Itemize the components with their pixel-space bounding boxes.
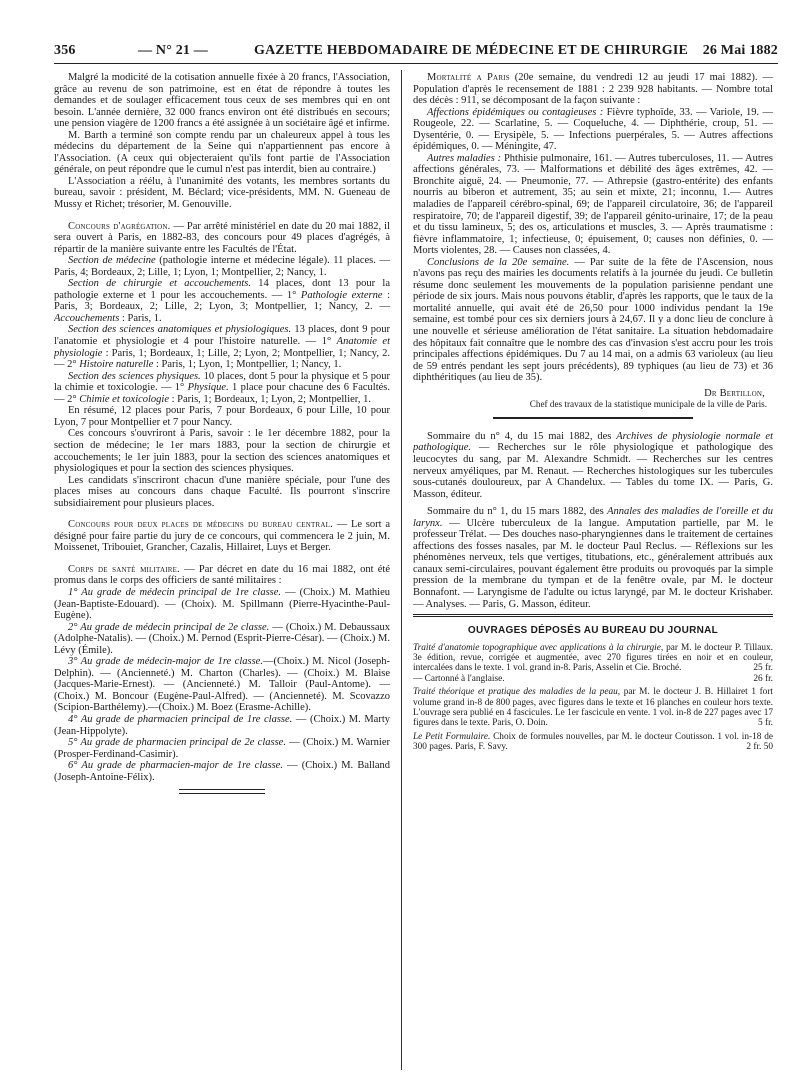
- epidemiques-paragraph: Affections épidémiques ou contagieuses : Fièvre typhoïde, 33. — Variole, 19. — Rougeole, 22. — Scarlatine, 5. — Coqueluche, 4. — Diphthérie, croup, 51. — Dysentérie, 0. — Erysipèle, 5. — Infections puerpérales, 5. — Autres affections épidémiques, 0. — Méningite, 47.: [413, 106, 773, 153]
- promotion-1: 1° Au grade de médecin principal de 1re classe. — (Choix.) M. Mathieu (Jean-Baptiste-Edouard). — (Choix). M. Spillmann (Pierre-Hyacinthe-Paul-Eugène).: [54, 586, 390, 622]
- column-divider: [401, 70, 402, 1070]
- section-end-rule: [179, 789, 265, 794]
- header-rule: [54, 63, 778, 64]
- book-price: 26 fr.: [753, 673, 773, 684]
- sommaire-archives: Sommaire du n° 4, du 15 mai 1882, des Archives de physiologie normale et pathologique. — Recherches sur le rôle physiologique et pathologique des leucocytes du sang, par M. Alexandre Schmidt. — Recherches sur les centres nerveux amyéliques, par M. Renaut. — Recherches histologiques sur les tubercules sous-cutanés douloureux, par A Chandelux. — Tables du tome IX. — Paris, G. Masson, éditeur.: [413, 430, 773, 500]
- book-price: 5 fr.: [758, 718, 773, 729]
- signature-title: Chef des travaux de la statistique municipale de la ville de Paris.: [529, 399, 767, 410]
- bibliography-rule: [413, 614, 773, 617]
- issue-date: 26 Mai 1882: [702, 43, 778, 58]
- mortalite-paragraph: Mortalité a Paris (20e semaine, du vendredi 12 au jeudi 17 mai 1882). — Population d'après le recensement de 1881 : 2 239 928 habitants. — Nombre total des décès : 911, se décomposant de la façon suivante :: [413, 72, 773, 107]
- promotion-5: 5° Au grade de pharmacien principal de 2e classe. — (Choix.) M. Warnier (Prosper-Ferdinand-Casimir).: [54, 737, 390, 760]
- concours-agregation-paragraph: Concours d'agrégation. — Par arrêté ministériel en date du 20 mai 1882, il sera ouvert à Paris, en 1882-83, des concours pour 49 places d'agrégés, à répartir de la manière suivante entre les Facultés de l'État.: [54, 220, 390, 255]
- book-entry-tillaux: Traité d'anatomie topographique avec applications à la chirurgie, par M. le docteur P. Tillaux. 3e édition, revue, corrigée et augmentée, avec 270 figures tirées en noir et en couleur, intercalées dans le texte. 1 vol. grand in-8. Paris, Asselin et Cie. Broché. 25 fr. — Cartonné à l'anglaise. 26 fr.: [413, 642, 773, 684]
- ouverture-paragraph: Ces concours s'ouvriront à Paris, savoir : le 1er décembre 1882, pour la section de médecine; le 1er mars 1883, pour la section de chirurgie et accouchements; le 1er juin 1883, pour la section des sciences anatomiques et physiologiques et pour la section des sciences physiques.: [54, 428, 390, 475]
- promotion-3: 3° Au grade de médecin-major de 1re classe.—(Choix.) M. Nicol (Joseph-Delphin). — (Ancienneté.) M. Charton (Charles). — (Choix.) M. Blaise (Jacques-Marie-Ernest). — (Ancienneté.) M. Talloir (Paul-Antome). — (Choix.) M. Boncour (Eugène-Paul-Alfred). — (Ancienneté). M. Scovazzo (Scipion-Barthélemy).—(Choix.) M. Boez (Erasme-Achille).: [54, 656, 390, 714]
- association-paragraph-3: L'Association a réélu, à l'unanimité des votants, les membres sortants du bureau, savoir : président, M. Béclard; vice-présidents, MM. N. Gueneau de Mussy et Richet; trésorier, M. Genouville.: [54, 175, 390, 211]
- page-header: [54, 43, 778, 63]
- sante-militaire-paragraph: Corps de santé militaire. — Par décret en date du 16 mai 1882, ont été promus dans le corps des officiers de santé militaires :: [54, 563, 390, 587]
- resume-paragraph: En résumé, 12 places pour Paris, 7 pour Bordeaux, 6 pour Lille, 10 pour Lyon, 7 pour Montpellier et 7 pour Nancy.: [54, 405, 390, 428]
- section-anatomie: Section des sciences anatomiques et physiologiques. 13 places, dont 9 pour l'anatomie et physiologie et 4 pour l'histoire naturelle. — 1° Anatomie et physiologie : Paris, 1; Bordeaux, 1; Lille, 2; Lyon, 2; Montpellier, 1; Nancy, 2. — 2° Histoire naturelle : Paris, 1; Lyon, 1; Montpellier, 1; Nancy, 1.: [54, 324, 390, 371]
- promotion-2: 2° Au grade de médecin principal de 2e classe. — (Choix.) M. Debaussaux (Adolphe-Natalis). — (Choix.) M. Pernod (Esprit-Pierre-César). — (Choix.) M. Lévy (Émile).: [54, 621, 390, 656]
- journal-title: GAZETTE HEBDOMADAIRE DE MÉDECINE ET DE CHIRURGIE: [254, 43, 689, 58]
- promotion-6: 6° Au grade de pharmacien-major de 1re classe. — (Choix.) M. Balland (Joseph-Antoine-Félix).: [54, 760, 390, 783]
- section-chirurgie: Section de chirurgie et accouchements. 14 places, dont 13 pour la pathologie externe et 1 pour les accouchements. — 1° Pathologie externe : Paris, 3; Bordeaux, 2; Lille, 2; Lyon, 3; Montpellier, 1; Nancy, 2. — Accouchements : Paris, 1.: [54, 278, 390, 324]
- right-column: [413, 72, 773, 1077]
- book-entry-formulaire: Le Petit Formulaire. Choix de formules nouvelles, par M. le docteur Coutisson. 1 vol. in-18 de 300 pages. Paris, F. Savy. 2 fr. 50: [413, 731, 773, 753]
- section-medecine: Section de médecine (pathologie interne et médecine légale). 11 places. — Paris, 4; Bordeaux, 2; Lille, 1; Lyon, 1; Montpellier, 2; Nancy, 1.: [54, 255, 390, 278]
- sante-militaire-title: Corps de santé militaire.: [68, 563, 180, 575]
- bibliography-heading: OUVRAGES DÉPOSÉS AU BUREAU DU JOURNAL: [467, 625, 719, 637]
- sommaire-annales: Sommaire du n° 1, du 15 mars 1882, des Annales des maladies de l'oreille et du larynx. — Ulcère tuberculeux de la langue. Amputation partielle, par M. le professeur Trélat. — Des douches naso-pharyngiennes dans le traitement de certaines affections des fosses nasales, par M. le docteur Paul Reclus. — Réflexions sur les phénomènes nerveux, tels que vertiges, titubations, etc., généralement attribués aux canaux semi-circulaires, pouvant également être produits ou provoqués par la simple pression de la membrane du tympan et de la fenêtre ovale, par M. le docteur Bonnafont. — Laryngisme de l'adulte ou ictus laryngé, par M. le docteur Krishaber. — Analyses. — Paris, G. Masson, éditeur.: [413, 506, 773, 610]
- bureau-central-paragraph: Concours pour deux places de médecins du bureau central. — Le sort a désigné pour faire partie du jury de ce concours, qui commencera le 2 juin, M. Moissenet, Tribouiet, Grancher, Cazalis, Hillairet, Luys et Berger.: [54, 519, 390, 554]
- bureau-central-title: Concours pour deux places de médecins du bureau central.: [68, 519, 333, 531]
- conclusions-paragraph: Conclusions de la 20e semaine. — Par suite de la fête de l'Ascension, nous n'avons pas reçu des mairies les documents relatifs à la journée du jeudi. Ce bulletin résume donc seulement les mouvements de la population parisienne pendant une période de six jours. Mais nous pouvons établir, d'après les rapports, que le taux de la mortalité annuelle, qui avait été de 26,50 pour 1000 individus pendant la 19e semaine, est tombé pour ces six derniers jours à 24,67. Il y a donc lieu de conclure à une nouvelle et sérieuse amélioration de l'état sanitaire. La situation hebdomadaire des hôpitaux fait connaître que le nombre des cas d'invasion s'est accru pour les trois principales affections épidémiques. Du 7 au 14 mai, on a admis 63 varioleux (au lieu de 59 entrés pendant les sept jours précédents), 89 typhiques (au lieu de 73) et 36 diphthéritiques (au lieu de 35).: [413, 256, 773, 384]
- bibliography-list: [413, 643, 773, 753]
- book-entry-hillairet: Traité théorique et pratique des maladies de la peau, par M. le docteur J. B. Hillairet 1 fort volume grand in-8 de 800 pages, avec figures dans le texte et 16 planches en couleur hors texte. L'ouvrage sera publié en 4 fascicules. Le 1er fascicule en vente. 1 vol. in-8 de 227 pages avec 17 figures dans le texte. Paris, O. Doin. 5 fr.: [413, 687, 773, 729]
- autres-maladies-paragraph: Autres maladies : Phthisie pulmonaire, 161. — Autres tuberculoses, 11. — Autres affections générales, 73. — Malformations et débilité des âges extrêmes, 42. — Bronchite aiguë, 24. — Pneumonie, 77. — Athrepsie (gastro-entérite) des enfants nourris au biberon et autrement, 35; au sein et mixte, 21; inconnu, 1.— Autres maladies de l'appareil cérébro-spinal, 69; de l'appareil circulatoire, 36; de l'appareil respiratoire, 70; de l'appareil digestif, 39; de l'appareil génito-urinaire, 17; de la peau et du tissu lamineux, 5; des os, articulations et muscles, 3. — Après traumatisme : fièvre inflammatoire, 1; infectieuse, 0; épuisement, 0; causes non définies, 0. — Morts violentes, 28. — Causes non classées, 4.: [413, 152, 773, 257]
- issue-number: — N° 21 —: [138, 43, 209, 58]
- book-price: 2 fr. 50: [746, 742, 773, 753]
- association-paragraph-2: M. Barth a terminé son compte rendu par un chaleureux appel à tous les médecins du département de la Seine qui n'appartiennent pas encore à l'Association. (A ceux qui objecteraient qu'ils font partie de l'Association générale, on peut répondre que le cumul n'est pas interdit, bien au contraire.): [54, 129, 390, 176]
- page-number: 356: [54, 43, 76, 58]
- section-divider-rule: [493, 417, 693, 421]
- promotion-4: 4° Au grade de pharmacien principal de 1re classe. — (Choix.) M. Marty (Jean-Hippolyte).: [54, 713, 390, 737]
- mortalite-title: Mortalité a Paris: [427, 72, 510, 83]
- section-physique: Section des sciences physiques. 10 places, dont 5 pour la physique et 5 pour la chimie et toxicologie. — 1° Physique. 1 place pour chacune des 6 Facultés.— 2° Chimie et toxicologie : Paris, 1; Bordeaux, 1; Lyon, 2; Montpellier, 1.: [54, 370, 390, 405]
- association-paragraph-1: Malgré la modicité de la cotisation annuelle fixée à 20 francs, l'Association, grâce au revenu de son patrimoine, est en état de répondre à toutes les demandes et de soulager efficacement tous ceux de ses membres qui en ont besoin. L'année dernière, 32 000 francs environ ont été distribués en secours; une pension viagère de 1200 francs a été assignée à un sociétaire âgé et infirme.: [54, 72, 390, 130]
- left-column: [54, 72, 390, 1077]
- candidats-paragraph: Les candidats s'inscriront chacun d'une manière spéciale, pour l'une des places mises au concours dans chaque Faculté. Ils pourront s'inscrire subsidiairement pour plusieurs places.: [54, 474, 390, 509]
- book-price: 25 fr.: [753, 663, 773, 674]
- signature: Dr Bertillon,: [704, 387, 765, 399]
- concours-agregation-title: Concours d'agrégation.: [68, 220, 171, 232]
